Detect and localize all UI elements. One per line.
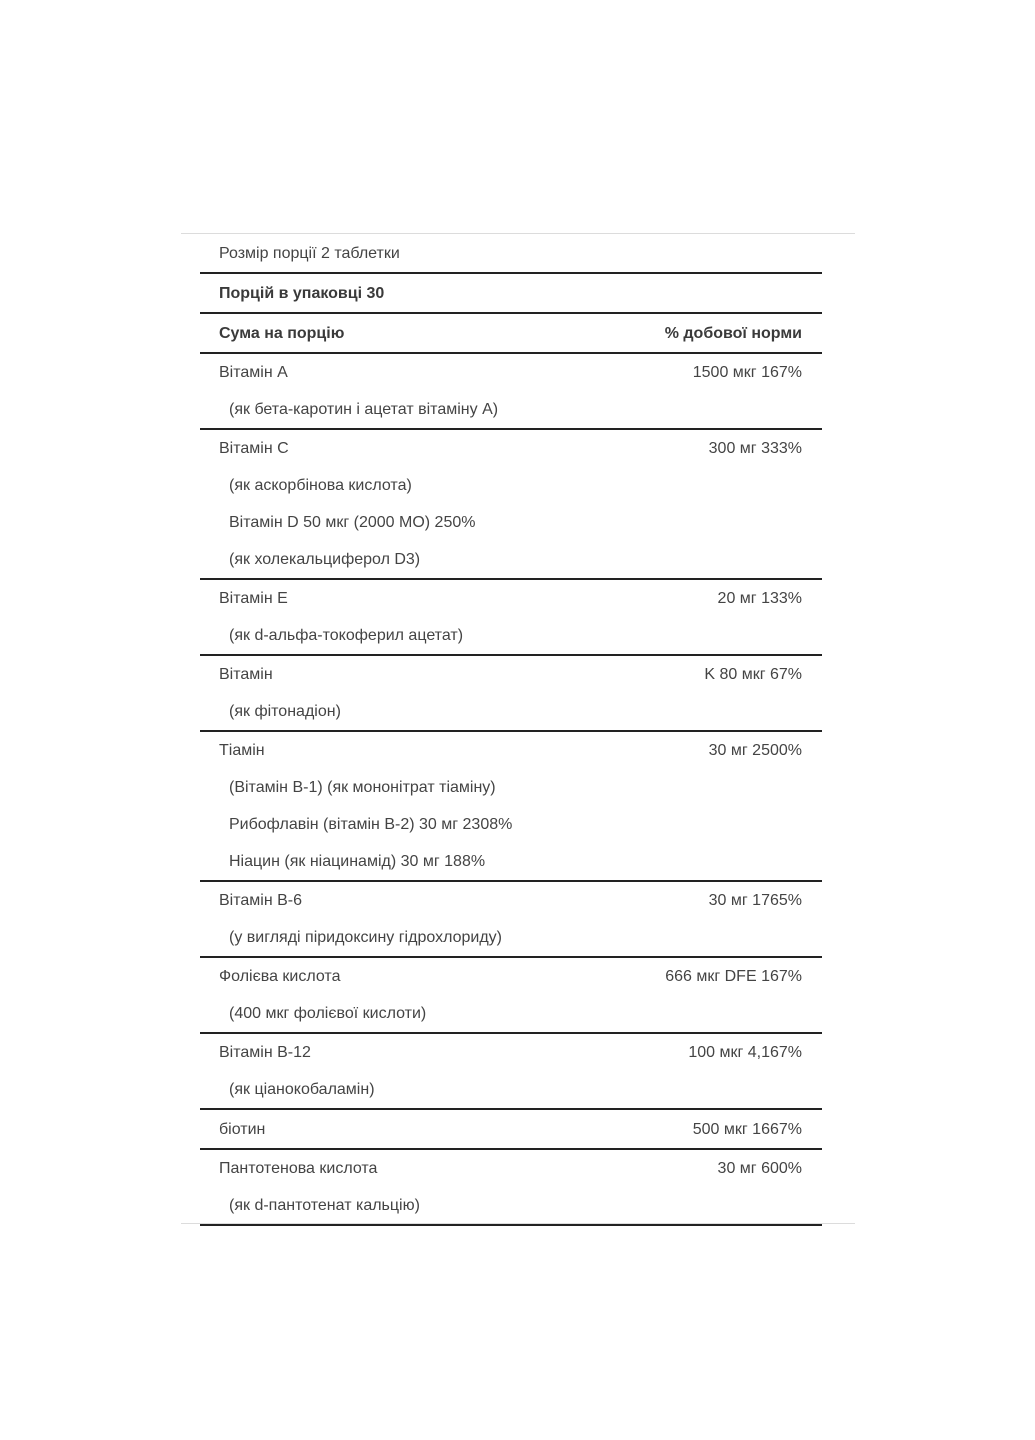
nutrient-row-pantothenic-acid [200, 1150, 822, 1226]
servings-per-container-row [200, 274, 822, 314]
nutrient-name: біотин [219, 1121, 266, 1138]
nutrient-note: Рибофлавін (вітамін B-2) 30 мг 2308% [229, 816, 513, 833]
nutrient-name: Пантотенова кислота [219, 1160, 378, 1177]
nutrient-name: Вітамін [219, 666, 273, 683]
nutrient-row-vitamin-a [200, 354, 822, 430]
nutrient-note: (як аскорбінова кислота) [229, 477, 412, 494]
nutrient-note: (як бета-каротин і ацетат вітаміну А) [229, 401, 499, 418]
nutrient-note: Ніацин (як ніацинамід) 30 мг 188% [229, 853, 486, 870]
serving-size-row [200, 234, 822, 274]
nutrient-value: 30 мг 600% [717, 1160, 802, 1177]
nutrient-value: 666 мкг DFE 167% [665, 968, 802, 985]
nutrient-note: (як фітонадіон) [229, 703, 341, 720]
nutrient-name: Вітамін C [219, 440, 289, 457]
nutrient-note: (як ціанокобаламін) [229, 1081, 375, 1098]
nutrient-row-folic-acid [200, 958, 822, 1034]
nutrient-name: Вітамін B-12 [219, 1044, 311, 1061]
nutrient-note: (як d-пантотенат кальцію) [229, 1197, 420, 1214]
nutrient-row-vitamin-c [200, 430, 822, 580]
nutrient-value: 20 мг 133% [717, 590, 802, 607]
nutrient-note: (у вигляді піридоксину гідрохлориду) [229, 929, 502, 946]
supplement-facts-panel [181, 233, 855, 1224]
nutrient-value: 1500 мкг 167% [692, 364, 802, 381]
amount-per-serving-header: Сума на порцію [219, 325, 345, 342]
nutrient-row-vitamin-b6 [200, 882, 822, 958]
nutrient-name: Вітамін E [219, 590, 288, 607]
nutrient-row-biotin [200, 1110, 822, 1150]
daily-value-header: % добової норми [664, 325, 802, 342]
nutrient-row-vitamin-k [200, 656, 822, 732]
nutrient-name: Фолієва кислота [219, 968, 341, 985]
nutrient-note: Вітамін D 50 мкг (2000 МО) 250% [229, 514, 476, 531]
nutrient-name: Вітамін B-6 [219, 892, 303, 909]
nutrient-value: K 80 мкг 67% [704, 666, 802, 683]
servings-per-container: Порцій в упаковці 30 [219, 285, 385, 302]
nutrient-note: (як холекальциферол D3) [229, 551, 421, 568]
nutrient-note: (400 мкг фолієвої кислоти) [229, 1005, 427, 1022]
nutrient-note: (як d-альфа-токоферил ацетат) [229, 627, 464, 644]
nutrient-value: 100 мкг 4,167% [688, 1044, 802, 1061]
nutrient-value: 500 мкг 1667% [692, 1121, 802, 1138]
nutrient-value: 300 мг 333% [708, 440, 802, 457]
nutrient-row-vitamin-e [200, 580, 822, 656]
table-header-row [200, 314, 822, 354]
nutrient-row-thiamin [200, 732, 822, 882]
nutrient-value: 30 мг 2500% [708, 742, 802, 759]
nutrient-row-vitamin-b12 [200, 1034, 822, 1110]
nutrient-name: Вітамін A [219, 364, 288, 381]
supplement-facts-table [200, 234, 822, 1226]
nutrient-name: Тіамін [219, 742, 265, 759]
serving-size: Розмір порції 2 таблетки [219, 245, 400, 262]
nutrient-value: 30 мг 1765% [708, 892, 802, 909]
nutrient-note: (Вітамін B-1) (як мононітрат тіаміну) [229, 779, 496, 796]
